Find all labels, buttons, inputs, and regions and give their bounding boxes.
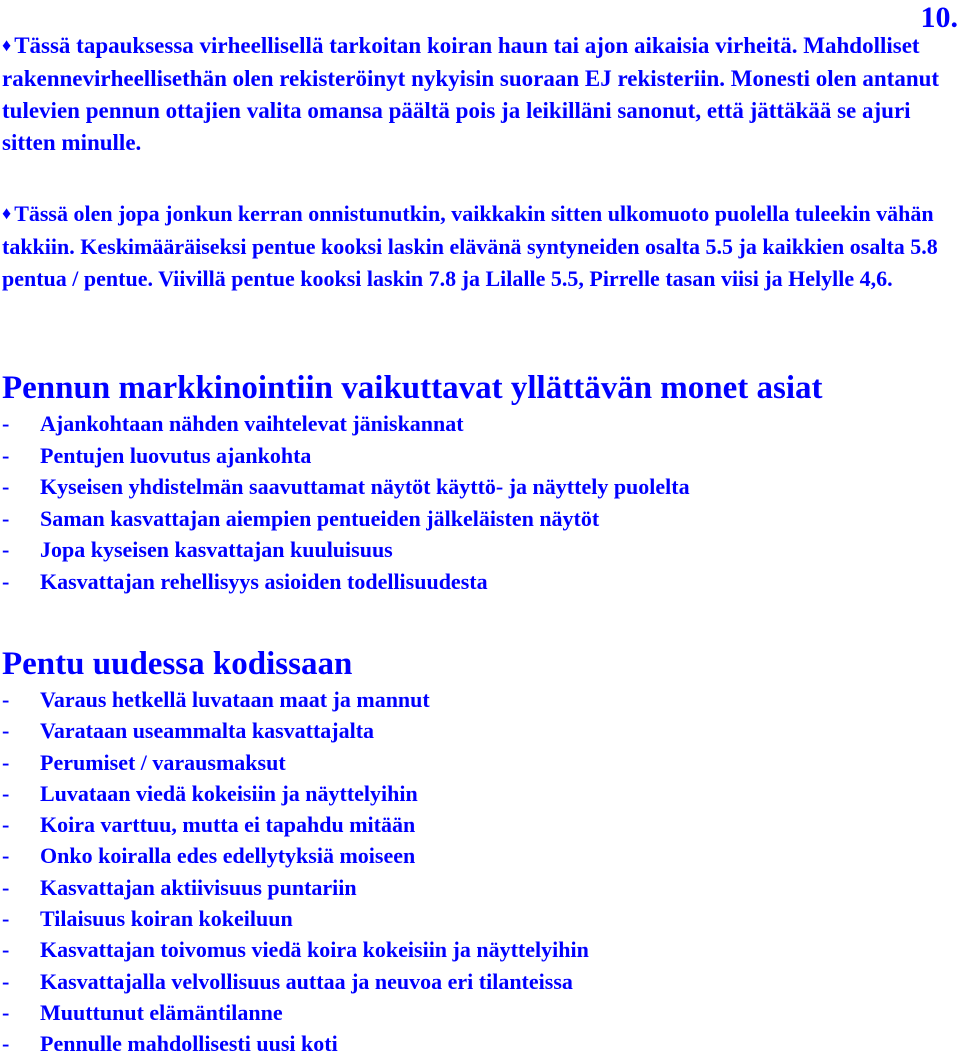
dash-marker: -	[2, 442, 10, 468]
list-item-text: Kyseisen yhdistelmän saavuttamat näytöt käyttö- ja näyttely puolelta	[40, 474, 690, 499]
section-list	[2, 408, 942, 597]
dash-marker: -	[2, 474, 10, 499]
dash-marker: -	[2, 411, 10, 436]
list-item	[2, 534, 942, 566]
list-item-text: Tilaisuus koiran kokeiluun	[40, 906, 293, 932]
list-item	[2, 440, 942, 472]
dash-marker: -	[2, 687, 10, 712]
list-item	[2, 747, 942, 778]
dash-marker: -	[2, 749, 10, 775]
list-item-text: Kasvattajan rehellisyys asioiden todellisuudesta	[40, 568, 488, 594]
list-item-text: Kasvattajan toivomus viedä koira kokeisiin ja näyttelyihin	[40, 937, 589, 963]
section-list	[2, 684, 942, 1060]
list-item-text: Pennulle mahdollisesti uusi koti	[40, 1031, 338, 1057]
list-item	[2, 715, 942, 746]
dash-marker: -	[2, 718, 10, 744]
dash-marker: -	[2, 968, 10, 994]
dash-marker: -	[2, 812, 10, 838]
dash-marker: -	[2, 906, 10, 932]
list-item-text: Ajankohtaan nähden vaihtelevat jäniskannat	[40, 411, 464, 436]
list-item	[2, 903, 942, 934]
list-item-text: Pentujen luovutus ajankohta	[40, 442, 312, 468]
list-item-text: Varaus hetkellä luvataan maat ja mannut	[40, 687, 430, 712]
list-item-text: Perumiset / varausmaksut	[40, 749, 286, 775]
list-item-text: Kasvattajan aktiivisuus puntariin	[40, 874, 357, 900]
dash-marker: -	[2, 874, 10, 900]
section-heading: Pentu uudessa kodissaan	[2, 646, 353, 682]
list-item	[2, 966, 942, 997]
list-item	[2, 809, 942, 840]
list-item-text: Varataan useammalta kasvattajalta	[40, 718, 375, 744]
list-item	[2, 840, 942, 871]
list-item-text: Jopa kyseisen kasvattajan kuuluisuus	[40, 537, 393, 562]
section-new-home	[2, 644, 942, 1060]
list-item	[2, 1028, 942, 1059]
dash-marker: -	[2, 937, 10, 963]
dash-marker: -	[2, 568, 10, 594]
paragraph-2	[2, 198, 942, 295]
list-item-text: Saman kasvattajan aiempien pentueiden jälkeläisten näytöt	[40, 505, 600, 531]
dash-marker: -	[2, 843, 10, 869]
list-item-text: Muuttunut elämäntilanne	[40, 999, 283, 1025]
list-item	[2, 471, 942, 503]
list-item	[2, 778, 942, 809]
list-item	[2, 503, 942, 535]
dash-marker: -	[2, 537, 10, 562]
diamond-bullet-icon: ♦	[2, 203, 12, 223]
list-item-text: Kasvattajalla velvollisuus auttaa ja neuvoa eri tilanteissa	[40, 968, 573, 994]
paragraph-1-text: Tässä tapauksessa virheellisellä tarkoitan koiran haun tai ajon aikaisia virheitä. Mahdolliset rakennevirheellisethän olen rekisteröinyt nykyisin suoraan EJ rekisteriin. Monesti olen antanut tulevien pennun ottajien valita omansa päältä pois ja leikilläni sanonut, että jättäkää se ajuri sitten minulle.	[2, 33, 940, 155]
page-number: 10.	[920, 1, 958, 34]
dash-marker: -	[2, 999, 10, 1025]
list-item	[2, 934, 942, 965]
list-item-text: Luvataan viedä kokeisiin ja näyttelyihin	[40, 780, 418, 806]
list-item	[2, 566, 942, 598]
paragraph-2-text: Tässä olen jopa jonkun kerran onnistunutkin, vaikkakin sitten ulkomuoto puolella tuleekin vähän takkiin. Keskimääräiseksi pentue kooksi laskin elävänä syntyneiden osalta 5.5 ja kaikkien osalta 5.8 pentua / pentue. Viivillä pentue kooksi laskin 7.8 ja Lilalle 5.5, Pirrelle tasan viisi ja Helylle 4,6.	[2, 201, 938, 291]
diamond-bullet-icon: ♦	[2, 35, 12, 55]
dash-marker: -	[2, 505, 10, 531]
list-item	[2, 997, 942, 1028]
section-heading: Pennun markkinointiin vaikuttavat yllättävän monet asiat	[2, 370, 823, 406]
list-item-text: Koira varttuu, mutta ei tapahdu mitään	[40, 812, 416, 838]
section-marketing	[2, 368, 942, 597]
paragraph-1	[2, 30, 942, 159]
list-item	[2, 684, 942, 715]
list-item	[2, 872, 942, 903]
dash-marker: -	[2, 1031, 10, 1057]
list-item	[2, 408, 942, 440]
list-item-text: Onko koiralla edes edellytyksiä moiseen	[40, 843, 416, 869]
dash-marker: -	[2, 780, 10, 806]
